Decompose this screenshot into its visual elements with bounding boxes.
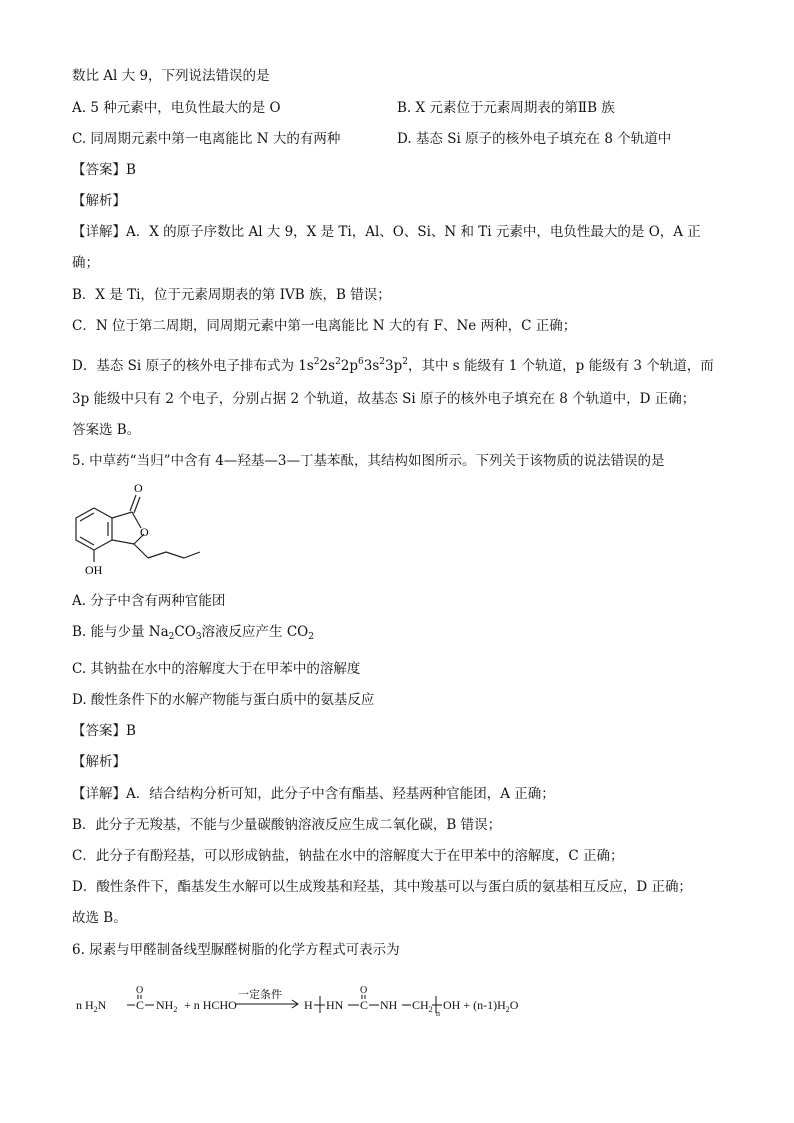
carbonyl-oxygen: O bbox=[134, 481, 143, 495]
q5-option-d: D. 酸性条件下的水解产物能与蛋白质中的氨基反应 bbox=[72, 692, 375, 708]
q6-chemical-equation bbox=[72, 982, 542, 1022]
q4-exp-d-cont: 3p 能级中只有 2 个电子，分别占据 2 个轨道，故基态 Si 原子的核外电子填充在 8 个轨道中，D 正确； bbox=[72, 391, 696, 407]
q5-analysis-tag: 【解析】 bbox=[72, 754, 126, 770]
electron-config: $1s^22s^22p^63s^23p^2$ bbox=[298, 357, 408, 374]
hydroxyl-label: OH bbox=[85, 563, 103, 577]
q5-stem: 5. 中草药“当归”中含有 4—羟基—3—丁基苯酞，其结构如图所示。下列关于该物质的说法错误的是 bbox=[72, 453, 665, 469]
answer-tag: 【答案】 bbox=[72, 723, 126, 739]
q5-structure-diagram bbox=[66, 478, 206, 578]
eq-carbon-1: C bbox=[136, 998, 145, 1012]
q5-option-a: A. 分子中含有两种官能团 bbox=[72, 593, 226, 609]
bond bbox=[112, 512, 132, 518]
butyl-bond bbox=[134, 544, 148, 558]
butyl-bond bbox=[184, 552, 200, 558]
q5-exp-c: C．此分子有酚羟基，可以形成钠盐，钠盐在水中的溶解度大于在甲苯中的溶解度，C 正确； bbox=[72, 848, 624, 864]
q5-answer bbox=[72, 722, 136, 740]
q4-option-b: B. X 元素位于元素周期表的第ⅡB 族 bbox=[397, 100, 615, 116]
q4-conclusion: 答案选 B。 bbox=[72, 422, 141, 438]
bond bbox=[112, 540, 134, 544]
q5-exp-a: 【详解】A．结合结构分析可知，此分子中含有酯基、羟基两种官能团，A 正确； bbox=[72, 786, 555, 802]
eq-o-top-2: O bbox=[360, 985, 368, 996]
q4-exp-b: B．X 是 Ti，位于元素周期表的第 IVB 族，B 错误； bbox=[72, 287, 391, 303]
q5-option-b: B. 能与少量 $Na_2CO_3$溶液反应产生 $CO_2$ bbox=[72, 624, 314, 642]
eq-hn: HN bbox=[326, 998, 344, 1012]
q5-exp-b: B．此分子无羧基，不能与少量碳酸钠溶液反应生成二氧化碳，B 错误； bbox=[72, 817, 502, 833]
eq-nh: NH bbox=[380, 998, 398, 1012]
ring-oxygen: O bbox=[140, 525, 149, 539]
eq-nh2: $NH_2$ bbox=[156, 998, 178, 1014]
q4-exp-a-text: A．X 的原子序数比 Al 大 9，X 是 Ti，Al、O、Si、N 和 Ti 元素中，电负性最大的是 O，A 正 bbox=[126, 224, 701, 240]
q4-option-c: C. 同周期元素中第一电离能比 N 大的有两种 bbox=[72, 131, 341, 147]
q4-stem-tail: 数比 Al 大 9，下列说法错误的是 bbox=[72, 68, 270, 84]
q4-answer bbox=[72, 161, 136, 179]
q4-analysis-tag: 【解析】 bbox=[72, 193, 126, 209]
butyl-bond bbox=[166, 552, 184, 558]
eq-carbon-2: C bbox=[360, 998, 369, 1012]
q4-exp-c: C．N 位于第二周期，同周期元素中第一电离能比 N 大的有 F、Ne 两种，C 正确； bbox=[72, 318, 577, 334]
q4-option-a: A. 5 种元素中，电负性最大的是 O bbox=[72, 100, 281, 116]
butyl-bond bbox=[148, 552, 166, 558]
q5-conclusion: 故选 B。 bbox=[72, 910, 127, 926]
q4-exp-a bbox=[72, 223, 701, 241]
eq-products: OH + $(n-1)H_2O$ bbox=[443, 998, 519, 1014]
eq-condition: 一定条件 bbox=[238, 989, 282, 1001]
answer-value: B bbox=[126, 723, 136, 739]
eq-plus-hcho: + n HCHO bbox=[184, 998, 237, 1012]
eq-h-start: H bbox=[304, 998, 313, 1012]
eq-ch2: $CH_2$ bbox=[412, 998, 433, 1014]
detail-tag: 【详解】 bbox=[72, 224, 126, 240]
q4-option-d: D. 基态 Si 原子的核外电子填充在 8 个轨道中 bbox=[397, 131, 672, 147]
answer-value: B bbox=[126, 162, 136, 178]
eq-o-top-1: O bbox=[136, 985, 144, 996]
q5-option-c: C. 其钠盐在水中的溶解度大于在甲苯中的溶解度 bbox=[72, 661, 361, 677]
answer-tag: 【答案】 bbox=[72, 162, 126, 178]
eq-reactant-urea: n $H_2N$ bbox=[76, 998, 107, 1014]
q4-exp-d: D．基态 Si 原子的核外电子排布式为 $1s^22s^22p^63s^23p^2$，其中 s 能级有 1 个轨道，p 能级有 3 个轨道，而 bbox=[72, 357, 714, 374]
q6-stem: 6. 尿素与甲醛制备线型脲醛树脂的化学方程式可表示为 bbox=[72, 942, 400, 958]
detail-tag: 【详解】 bbox=[72, 786, 126, 802]
eq-repeat-n: n bbox=[436, 1009, 440, 1018]
q4-exp-a-cont: 确； bbox=[72, 255, 99, 271]
q5-exp-d: D．酸性条件下，酯基发生水解可以生成羧基和羟基，其中羧基可以与蛋白质的氨基相互反应，D 正确； bbox=[72, 879, 692, 895]
benzene-ring bbox=[76, 508, 112, 550]
